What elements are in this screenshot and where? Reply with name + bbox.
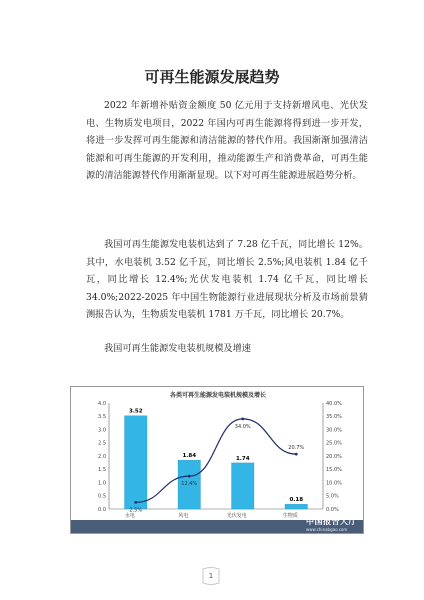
- growth-point-1: [134, 501, 137, 504]
- chart-title: 各类可再生能源发电装机规模及增长: [169, 392, 267, 399]
- capacity-chart: [70, 386, 364, 534]
- growth-line: [136, 419, 297, 502]
- chart-logo: [306, 516, 357, 532]
- bar-1: [125, 416, 147, 509]
- y-tick-label: 2.5: [98, 440, 106, 447]
- y2-tick-label: 5.0%: [326, 493, 339, 500]
- bar-value-label: 0.18: [289, 497, 304, 504]
- y-tick-label: 3.5: [98, 414, 106, 421]
- bar-3: [232, 463, 254, 509]
- x-tick-label: 生物质: [282, 513, 298, 519]
- y2-tick-label: 20.0%: [326, 453, 342, 460]
- y2-tick-label: 30.0%: [326, 427, 342, 434]
- y2-tick-label: 40.0%: [326, 400, 342, 407]
- growth-value-label: 20.7%: [288, 445, 305, 452]
- chart-caption: 我国可再生能源发电装机规模及增速: [104, 343, 251, 354]
- paragraph-capacity: 我国可再生能源发电装机达到了 7.28 亿千瓦，同比增长 12%。其中，水电装机 3.52 亿千瓦，同比增长 2.5%;风电装机 1.84 亿千瓦，同比增长 12.4%;光伏发电装机 1.74 亿千瓦，同比增长 34.0%;2022-2025 年中国生物能源行业进展现状分析及市场前景猜测报告认为，生物质发电装机 1781 万千瓦，同比增长 20.7%。: [86, 239, 368, 320]
- y-tick-label: 2.0: [98, 453, 106, 460]
- bar-value-label: 1.84: [182, 453, 197, 460]
- y-tick-label: 3.0: [98, 427, 106, 434]
- chart-logo-text: 中国报告大厅: [306, 517, 357, 526]
- y2-tick-label: 25.0%: [326, 440, 342, 447]
- growth-point-2: [188, 475, 191, 478]
- growth-value-label: 2.5%: [129, 507, 143, 514]
- bar-value-label: 1.74: [235, 455, 250, 462]
- growth-point-3: [241, 418, 244, 421]
- document-title: 可再生能源发展趋势: [144, 68, 280, 86]
- chart-logo-url: www.chinabgao.com: [306, 527, 348, 532]
- x-tick-label: 水电: [124, 513, 135, 519]
- y-tick-label: 0.0: [98, 506, 106, 513]
- y2-tick-label: 15.0%: [326, 467, 342, 474]
- y2-tick-label: 35.0%: [326, 414, 342, 421]
- growth-value-label: 12.4%: [181, 481, 198, 488]
- growth-value-label: 34.0%: [234, 423, 251, 430]
- chart-svg: [71, 387, 365, 535]
- growth-point-4: [295, 453, 298, 456]
- bar-value-label: 3.52: [128, 408, 143, 415]
- paragraph-intro: 2022 年新增补贴资金额度 50 亿元用于支持新增风电、光伏发电、生物质发电项目，2022 年国内可再生能源将得到进一步开发，将进一步发挥可再生能源和清洁能源的替代作用。我国渐渐加强清洁能源和可再生能源的开发利用，推动能源生产和消费革命，可再生能源的清洁能源替代作用渐渐显现。以下对可再生能源进展趋势分析。: [86, 100, 368, 181]
- page-number: [200, 566, 222, 586]
- y-tick-label: 0.5: [98, 493, 106, 500]
- y2-tick-label: 10.0%: [326, 480, 342, 487]
- y-tick-label: 1.5: [98, 467, 106, 474]
- y-tick-label: 4.0: [98, 400, 106, 407]
- y2-tick-label: 0.0%: [326, 506, 339, 513]
- x-tick-label: 光伏发电: [226, 513, 247, 519]
- x-tick-label: 风电: [178, 513, 189, 519]
- y-tick-label: 1.0: [98, 480, 106, 487]
- page-number-text: 1: [208, 572, 214, 580]
- bar-4: [285, 504, 307, 509]
